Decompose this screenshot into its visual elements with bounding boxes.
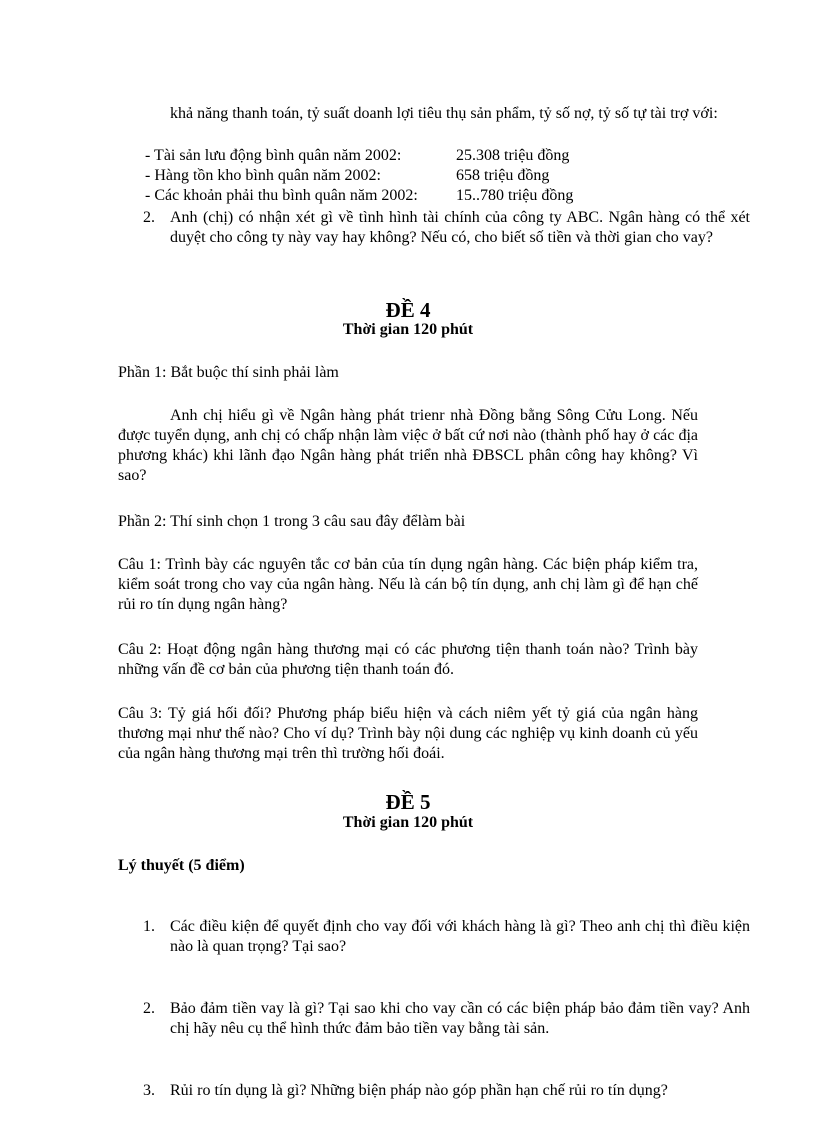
item-text: Bảo đảm tiền vay là gì? Tại sao khi cho vay cần có các biện pháp bảo đảm tiền vay? Anh chị hãy nêu cụ thể hình thức đảm bảo tiền vay bằng tài sản. <box>170 1000 750 1037</box>
exam-4-title: ĐỀ 4 <box>385 298 431 322</box>
asset-value: 15..780 triệu đồng <box>456 187 574 204</box>
asset-row <box>118 166 698 186</box>
part-1-text: Anh chị hiểu gì về Ngân hàng phát trienr nhà Đồng bằng Sông Cửu Long. Nếu được tuyển dụng, anh chị có chấp nhận làm việc ở bất cứ nơi nào (thành phố hay ở các địa phương khác) khi lãnh đạo Ngân hàng phát triển nhà ĐBSCL phân công hay không? Vì sao? <box>118 407 698 484</box>
exam-5-title: ĐỀ 5 <box>385 790 431 814</box>
item-text: Rủi ro tín dụng là gì? Những biện pháp nào góp phần hạn chế rủi ro tín dụng? <box>170 1082 668 1099</box>
question-2: Câu 2: Hoạt động ngân hàng thương mại có các phương tiện thanh toán nào? Trình bày những vấn đề cơ bản của phương tiện thanh toán đó. <box>118 641 698 678</box>
asset-row <box>118 186 698 206</box>
item-text: Anh (chị) có nhận xét gì về tình hình tài chính của công ty ABC. Ngân hàng có thể xét duyệt cho công ty này vay hay không? Nếu có, cho biết số tiền và thời gian cho vay? <box>170 209 750 246</box>
item-text: Các điều kiện để quyết định cho vay đối với khách hàng là gì? Theo anh chị thì điều kiện nào là quan trọng? Tại sao? <box>170 918 750 955</box>
question-1: Câu 1: Trình bày các nguyên tắc cơ bản của tín dụng ngân hàng. Các biện pháp kiểm tra, kiểm soát trong cho vay của ngân hàng. Nếu là cán bộ tín dụng, anh chị làm gì để hạn chế rủi ro tín dụng ngân hàng? <box>118 556 698 613</box>
item-number: 2. <box>143 1000 155 1017</box>
asset-label: - Tài sản lưu động bình quân năm 2002: <box>145 147 402 164</box>
asset-label: - Các khoản phải thu bình quân năm 2002: <box>145 187 418 204</box>
asset-value: 25.308 triệu đồng <box>456 147 570 164</box>
numbered-item <box>118 999 750 1039</box>
part-2-heading: Phần 2: Thí sinh chọn 1 trong 3 câu sau đây đểlàm bài <box>118 513 466 530</box>
item-number: 2. <box>143 209 155 226</box>
theory-heading: Lý thuyết (5 điểm) <box>118 857 245 874</box>
asset-label: - Hàng tồn kho bình quân năm 2002: <box>145 167 381 184</box>
item-number: 1. <box>143 918 155 935</box>
intro-paragraph: khả năng thanh toán, tỷ suất doanh lợi tiêu thụ sản phẩm, tỷ số nợ, tỷ số tự tài trợ với: <box>170 105 718 122</box>
numbered-item <box>118 1081 750 1101</box>
numbered-item <box>118 208 750 248</box>
asset-row <box>118 146 698 166</box>
asset-value: 658 triệu đồng <box>456 167 550 184</box>
asset-list <box>118 146 698 206</box>
exam-5-time: Thời gian 120 phút <box>342 814 474 831</box>
part-1-heading: Phần 1: Bắt buộc thí sinh phải làm <box>118 364 339 381</box>
exam-4-time: Thời gian 120 phút <box>342 321 474 338</box>
item-number: 3. <box>143 1082 155 1099</box>
question-3: Câu 3: Tỷ giá hối đối? Phương pháp biểu hiện và cách niêm yết tỷ giá của ngân hàng thương mại như thế nào? Cho ví dụ? Trình bày nội dung các nghiệp vụ kinh doanh củ yếu của ngân hàng thương mại trên thì trường hối đoái. <box>118 705 698 762</box>
numbered-item <box>118 917 750 957</box>
